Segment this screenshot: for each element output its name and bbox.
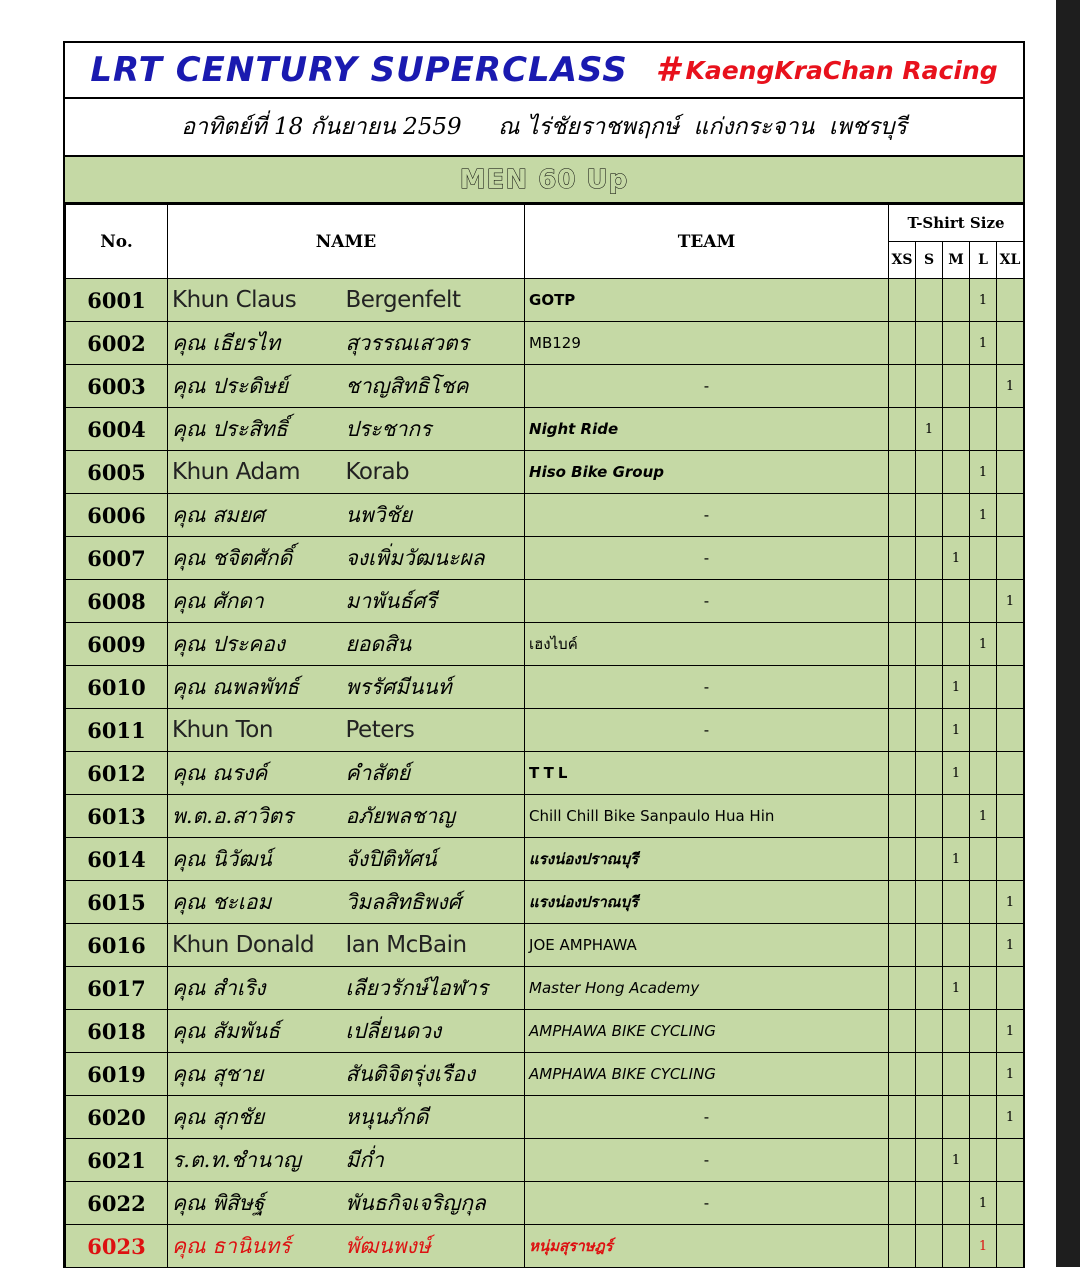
category-label: MEN 60 Up	[459, 164, 629, 195]
rider-first-name: คุณ ประสิทธิ์	[168, 408, 342, 451]
size-cell-xl	[997, 279, 1024, 322]
rider-team: Hiso Bike Group	[525, 451, 889, 494]
table-row	[66, 623, 1024, 666]
size-cell-xs	[889, 709, 916, 752]
size-cell-xl: 1	[997, 1096, 1024, 1139]
rider-first-name: คุณ ประดิษย์	[168, 365, 342, 408]
size-cell-l: 1	[970, 1225, 997, 1268]
rider-last-name: หนุนภักดี	[342, 1096, 525, 1139]
rider-number: 6010	[66, 666, 168, 709]
rider-number: 6017	[66, 967, 168, 1010]
rider-team: -	[525, 580, 889, 623]
size-cell-l: 1	[970, 322, 997, 365]
rider-number: 6022	[66, 1182, 168, 1225]
size-cell-xl	[997, 408, 1024, 451]
rider-team: -	[525, 365, 889, 408]
rider-last-name: จงเพิ่มวัฒนะผล	[342, 537, 525, 580]
rider-number: 6006	[66, 494, 168, 537]
size-cell-xl	[997, 537, 1024, 580]
table-row	[66, 537, 1024, 580]
size-cell-xs	[889, 1182, 916, 1225]
size-cell-m	[943, 881, 970, 924]
rider-first-name: คุณ สำเริง	[168, 967, 342, 1010]
size-cell-xs	[889, 408, 916, 451]
size-cell-l: 1	[970, 279, 997, 322]
size-cell-l: 1	[970, 451, 997, 494]
size-cell-xl: 1	[997, 924, 1024, 967]
col-header-team: TEAM	[525, 205, 889, 279]
size-cell-xl	[997, 1225, 1024, 1268]
rider-number: 6014	[66, 838, 168, 881]
rider-number: 6007	[66, 537, 168, 580]
rider-last-name: Peters	[342, 709, 525, 752]
rider-last-name: ยอดสิน	[342, 623, 525, 666]
rider-first-name: พ.ต.อ.สาวิตร	[168, 795, 342, 838]
rider-last-name: พัฒนพงษ์	[342, 1225, 525, 1268]
window-edge	[1056, 0, 1080, 1267]
size-cell-l	[970, 967, 997, 1010]
rider-first-name: คุณ เธียรไท	[168, 322, 342, 365]
size-cell-m	[943, 1010, 970, 1053]
size-cell-s	[916, 752, 943, 795]
rider-team: -	[525, 1096, 889, 1139]
size-cell-m	[943, 322, 970, 365]
size-cell-m	[943, 451, 970, 494]
rider-team: -	[525, 494, 889, 537]
rider-first-name: คุณ ชะเอม	[168, 881, 342, 924]
size-cell-xl	[997, 752, 1024, 795]
rider-last-name: สุวรรณเสวตร	[342, 322, 525, 365]
size-cell-m	[943, 365, 970, 408]
rider-last-name: ประชากร	[342, 408, 525, 451]
rider-first-name: Khun Adam	[168, 451, 342, 494]
size-cell-s	[916, 580, 943, 623]
size-cell-m: 1	[943, 666, 970, 709]
size-cell-s	[916, 623, 943, 666]
size-cell-s	[916, 279, 943, 322]
table-row	[66, 838, 1024, 881]
rider-first-name: คุณ สุชาย	[168, 1053, 342, 1096]
rider-last-name: Bergenfelt	[342, 279, 525, 322]
size-cell-xs	[889, 279, 916, 322]
size-cell-l	[970, 709, 997, 752]
rider-last-name: อภัยพลชาญ	[342, 795, 525, 838]
size-cell-l	[970, 365, 997, 408]
rider-number: 6011	[66, 709, 168, 752]
table-row	[66, 967, 1024, 1010]
size-cell-s	[916, 1010, 943, 1053]
size-cell-l	[970, 838, 997, 881]
size-cell-m: 1	[943, 709, 970, 752]
size-cell-s	[916, 1053, 943, 1096]
rider-last-name: วิมลสิทธิพงศ์	[342, 881, 525, 924]
rider-first-name: คุณ ชจิตศักดิ์	[168, 537, 342, 580]
size-cell-xl	[997, 709, 1024, 752]
rider-number: 6023	[66, 1225, 168, 1268]
table-row	[66, 881, 1024, 924]
table-row	[66, 365, 1024, 408]
size-cell-xs	[889, 494, 916, 537]
rider-team: -	[525, 1182, 889, 1225]
rider-team: -	[525, 1139, 889, 1182]
size-cell-xs	[889, 838, 916, 881]
size-cell-xl: 1	[997, 365, 1024, 408]
size-cell-xl	[997, 666, 1024, 709]
size-cell-l	[970, 881, 997, 924]
rider-team: AMPHAWA BIKE CYCLING	[525, 1053, 889, 1096]
rider-team: -	[525, 666, 889, 709]
rider-number: 6016	[66, 924, 168, 967]
rider-last-name: ชาญสิทธิโชค	[342, 365, 525, 408]
col-header-no: No.	[66, 205, 168, 279]
size-cell-m	[943, 1225, 970, 1268]
size-cell-l: 1	[970, 623, 997, 666]
table-row	[66, 1182, 1024, 1225]
size-cell-s	[916, 1139, 943, 1182]
size-cell-m: 1	[943, 838, 970, 881]
size-cell-m	[943, 580, 970, 623]
size-cell-m	[943, 1182, 970, 1225]
col-header-size-xl: XL	[997, 242, 1024, 279]
rider-team: -	[525, 537, 889, 580]
size-cell-xs	[889, 1225, 916, 1268]
rider-last-name: พรรัศมีนนท์	[342, 666, 525, 709]
rider-first-name: คุณ นิวัฒน์	[168, 838, 342, 881]
size-cell-s	[916, 1182, 943, 1225]
size-cell-xl	[997, 1139, 1024, 1182]
rider-last-name: จังปิติทัศน์	[342, 838, 525, 881]
size-cell-m	[943, 279, 970, 322]
size-cell-xs	[889, 1053, 916, 1096]
rider-team: หนุ่มสุราษฎร์	[525, 1225, 889, 1268]
size-cell-xs	[889, 795, 916, 838]
size-cell-xs	[889, 537, 916, 580]
size-cell-l	[970, 537, 997, 580]
rider-number: 6020	[66, 1096, 168, 1139]
table-row	[66, 494, 1024, 537]
size-cell-l	[970, 1139, 997, 1182]
rider-first-name: คุณ สมยศ	[168, 494, 342, 537]
rider-number: 6013	[66, 795, 168, 838]
rider-last-name: พันธกิจเจริญกุล	[342, 1182, 525, 1225]
size-cell-xl	[997, 967, 1024, 1010]
table-row	[66, 279, 1024, 322]
size-cell-l	[970, 924, 997, 967]
col-header-tshirt: T-Shirt Size	[889, 205, 1024, 242]
size-cell-xl	[997, 494, 1024, 537]
size-cell-m: 1	[943, 537, 970, 580]
date-location-text: อาทิตย์ที่ 18 กันยายน 2559 ณ ไร่ชัยราชพฤกษ์ แก่งกระจาน เพชรบุรี	[181, 114, 907, 140]
size-cell-m: 1	[943, 1139, 970, 1182]
size-cell-l	[970, 752, 997, 795]
table-row	[66, 795, 1024, 838]
size-cell-xs	[889, 881, 916, 924]
table-row	[66, 580, 1024, 623]
hashtag-mark: #	[655, 50, 680, 90]
rider-team: -	[525, 709, 889, 752]
rider-number: 6012	[66, 752, 168, 795]
rider-last-name: มาพันธ์ศรี	[342, 580, 525, 623]
size-cell-l	[970, 580, 997, 623]
title-banner	[65, 43, 1023, 99]
rider-last-name: มีก่ำ	[342, 1139, 525, 1182]
rider-first-name: คุณ สัมพันธ์	[168, 1010, 342, 1053]
rider-number: 6001	[66, 279, 168, 322]
size-cell-l	[970, 666, 997, 709]
col-header-name: NAME	[168, 205, 525, 279]
rider-number: 6018	[66, 1010, 168, 1053]
table-row	[66, 1096, 1024, 1139]
rider-team: MB129	[525, 322, 889, 365]
size-cell-s	[916, 1225, 943, 1268]
size-cell-xs	[889, 1139, 916, 1182]
rider-team: แรงน่องปราณบุรี	[525, 838, 889, 881]
size-cell-s	[916, 666, 943, 709]
rider-last-name: เลียวรักษ์ไอฬาร	[342, 967, 525, 1010]
size-cell-s: 1	[916, 408, 943, 451]
size-cell-m	[943, 408, 970, 451]
size-cell-s	[916, 537, 943, 580]
size-cell-xl: 1	[997, 1053, 1024, 1096]
rider-number: 6015	[66, 881, 168, 924]
size-cell-xl: 1	[997, 881, 1024, 924]
size-cell-s	[916, 967, 943, 1010]
size-cell-s	[916, 838, 943, 881]
table-row	[66, 709, 1024, 752]
col-header-size-l: L	[970, 242, 997, 279]
size-cell-xl: 1	[997, 580, 1024, 623]
rider-number: 6002	[66, 322, 168, 365]
rider-number: 6003	[66, 365, 168, 408]
size-cell-l	[970, 1096, 997, 1139]
rider-last-name: คำสัตย์	[342, 752, 525, 795]
size-cell-l	[970, 1010, 997, 1053]
size-cell-m	[943, 924, 970, 967]
rider-last-name: สันติจิตรุ่งเรือง	[342, 1053, 525, 1096]
table-row	[66, 1225, 1024, 1268]
rider-team: Chill Chill Bike Sanpaulo Hua Hin	[525, 795, 889, 838]
table-row	[66, 1010, 1024, 1053]
size-cell-s	[916, 451, 943, 494]
rider-first-name: ร.ต.ท.ชำนาญ	[168, 1139, 342, 1182]
size-cell-m	[943, 1053, 970, 1096]
size-cell-s	[916, 494, 943, 537]
rider-last-name: นพวิชัย	[342, 494, 525, 537]
rider-team: JOE AMPHAWA	[525, 924, 889, 967]
size-cell-s	[916, 795, 943, 838]
size-cell-xl	[997, 838, 1024, 881]
size-cell-m	[943, 1096, 970, 1139]
rider-number: 6008	[66, 580, 168, 623]
rider-team: AMPHAWA BIKE CYCLING	[525, 1010, 889, 1053]
rider-first-name: คุณ ณรงค์	[168, 752, 342, 795]
rider-team: GOTP	[525, 279, 889, 322]
rider-number: 6021	[66, 1139, 168, 1182]
category-banner	[65, 157, 1023, 204]
table-row	[66, 451, 1024, 494]
size-cell-xs	[889, 580, 916, 623]
table-row	[66, 752, 1024, 795]
size-cell-s	[916, 924, 943, 967]
size-cell-l: 1	[970, 494, 997, 537]
size-cell-m	[943, 494, 970, 537]
table-row	[66, 666, 1024, 709]
rider-last-name: เปลี่ยนดวง	[342, 1010, 525, 1053]
col-header-size-m: M	[943, 242, 970, 279]
rider-number: 6005	[66, 451, 168, 494]
rider-first-name: Khun Donald	[168, 924, 342, 967]
size-cell-xs	[889, 365, 916, 408]
size-cell-xl	[997, 1182, 1024, 1225]
rider-last-name: Ian McBain	[342, 924, 525, 967]
size-cell-l: 1	[970, 795, 997, 838]
col-header-size-xs: XS	[889, 242, 916, 279]
rider-number: 6019	[66, 1053, 168, 1096]
size-cell-xs	[889, 623, 916, 666]
size-cell-s	[916, 322, 943, 365]
size-cell-s	[916, 881, 943, 924]
size-cell-xs	[889, 1096, 916, 1139]
size-cell-xs	[889, 752, 916, 795]
size-cell-s	[916, 1096, 943, 1139]
rider-team: แรงน่องปราณบุรี	[525, 881, 889, 924]
size-cell-xs	[889, 451, 916, 494]
rider-first-name: คุณ ณพลพัทธ์	[168, 666, 342, 709]
rider-team: TTL	[525, 752, 889, 795]
size-cell-xl	[997, 623, 1024, 666]
size-cell-l: 1	[970, 1182, 997, 1225]
size-cell-l	[970, 1053, 997, 1096]
rider-first-name: Khun Ton	[168, 709, 342, 752]
rider-number: 6004	[66, 408, 168, 451]
size-cell-xs	[889, 1010, 916, 1053]
size-cell-xl	[997, 795, 1024, 838]
size-cell-xl	[997, 451, 1024, 494]
rider-first-name: คุณ ธานินทร์	[168, 1225, 342, 1268]
registration-sheet	[63, 41, 1025, 1268]
size-cell-xs	[889, 666, 916, 709]
rider-number: 6009	[66, 623, 168, 666]
date-location	[65, 99, 1023, 157]
rider-team: เฮงไบค์	[525, 623, 889, 666]
table-row	[66, 408, 1024, 451]
size-cell-m	[943, 795, 970, 838]
size-cell-xs	[889, 967, 916, 1010]
size-cell-xl	[997, 322, 1024, 365]
size-cell-m: 1	[943, 967, 970, 1010]
table-row	[66, 924, 1024, 967]
size-cell-s	[916, 365, 943, 408]
size-cell-s	[916, 709, 943, 752]
table-row	[66, 322, 1024, 365]
rider-table	[65, 204, 1024, 1268]
event-title: LRT CENTURY SUPERCLASS	[90, 50, 628, 90]
rider-last-name: Korab	[342, 451, 525, 494]
rider-team: Night Ride	[525, 408, 889, 451]
table-row	[66, 1053, 1024, 1096]
size-cell-l	[970, 408, 997, 451]
size-cell-xl: 1	[997, 1010, 1024, 1053]
table-row	[66, 1139, 1024, 1182]
hashtag-text: KaengKraChan Racing	[685, 55, 998, 85]
rider-team: Master Hong Academy	[525, 967, 889, 1010]
rider-first-name: คุณ ศักดา	[168, 580, 342, 623]
table-body	[66, 279, 1024, 1268]
col-header-size-s: S	[916, 242, 943, 279]
size-cell-m	[943, 623, 970, 666]
size-cell-m: 1	[943, 752, 970, 795]
rider-first-name: Khun Claus	[168, 279, 342, 322]
size-cell-xs	[889, 924, 916, 967]
size-cell-xs	[889, 322, 916, 365]
rider-first-name: คุณ ประคอง	[168, 623, 342, 666]
rider-first-name: คุณ พิสิษฐ์	[168, 1182, 342, 1225]
rider-first-name: คุณ สุกชัย	[168, 1096, 342, 1139]
